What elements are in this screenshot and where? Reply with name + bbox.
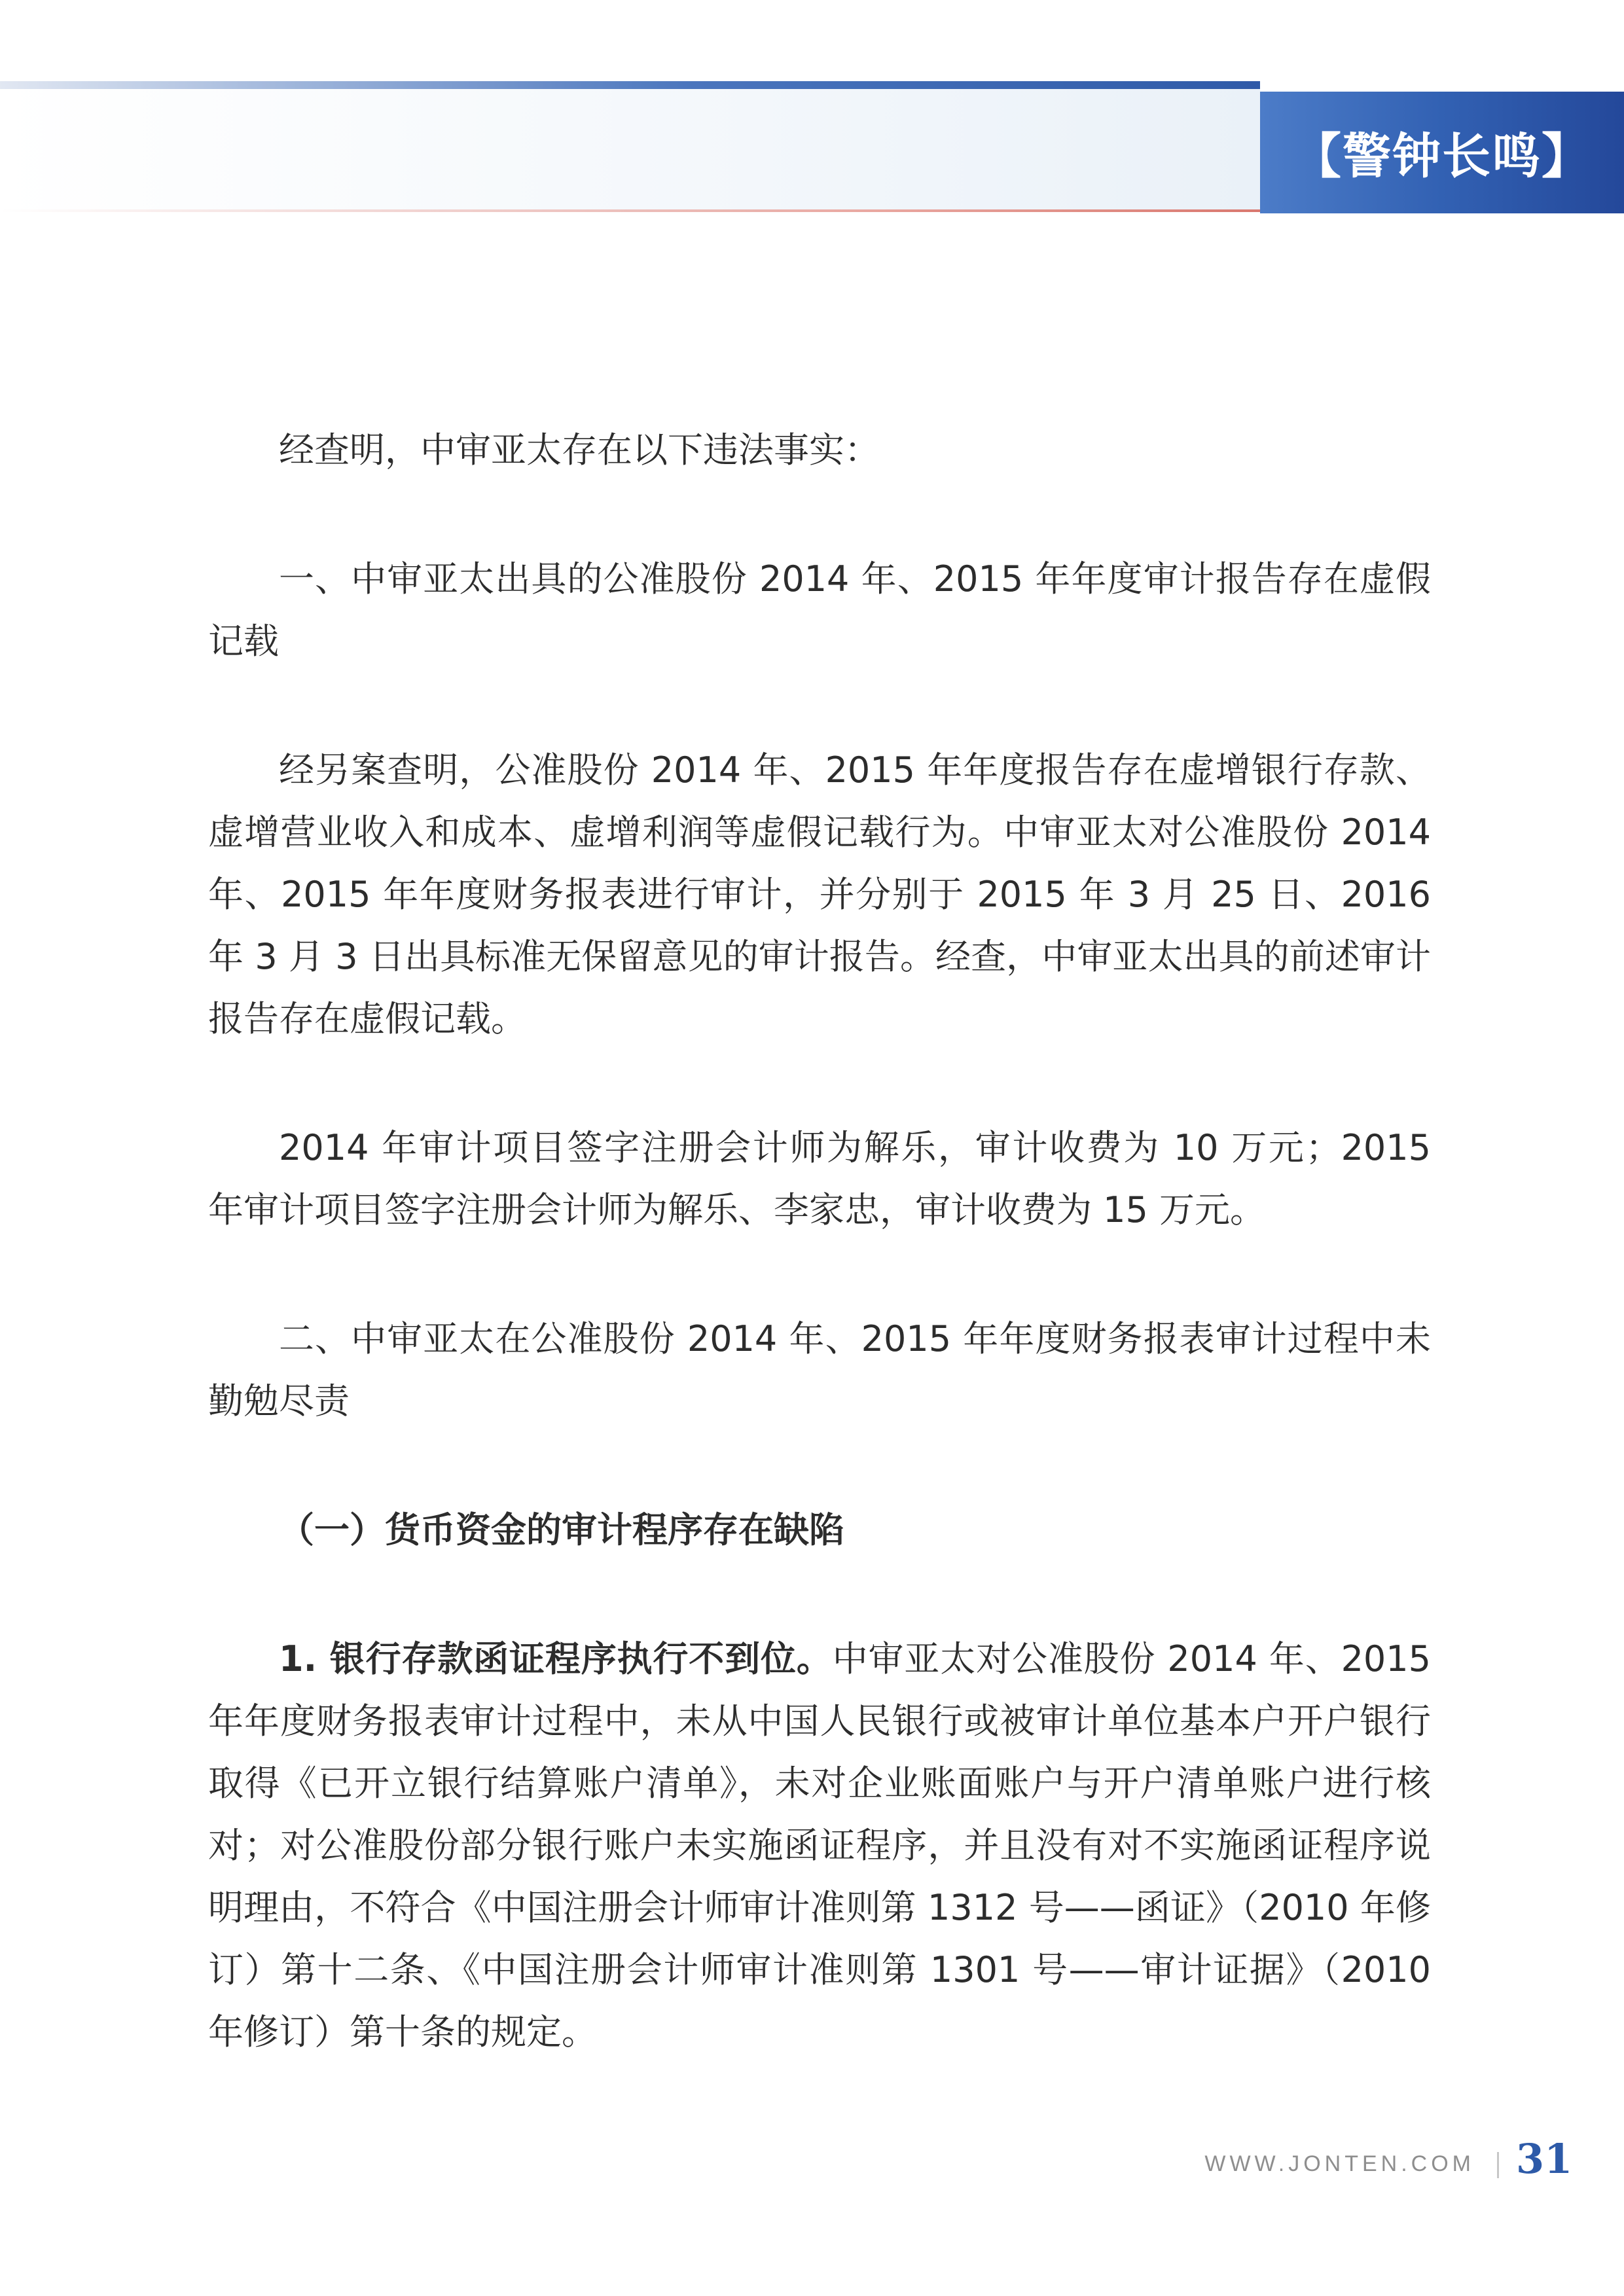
footer-website: WWW.JONTEN.COM bbox=[1204, 2151, 1475, 2176]
bank-confirmation-lead: 1. 银行存款函证程序执行不到位。 bbox=[279, 1638, 833, 1679]
subsection-heading: （一）货币资金的审计程序存在缺陷 bbox=[279, 1509, 844, 1551]
finding-one-detail: 经另案查明，公准股份 2014 年、2015 年年度报告存在虚增银行存款、虚增营业收入和成本、虚增利润等虚假记载行为。中审亚太对公准股份 2014 年、2015 年年度财务报表进行审计，并分别于 2015 年 3 月 25 日、2016 年 3 月 3 日出具标准无保留意见的审计报告。经查，中审亚太出具的前述审计报告存在虚假记载。 bbox=[208, 749, 1432, 1039]
intro-paragraph: 经查明，中审亚太存在以下违法事实： bbox=[279, 429, 880, 471]
bank-confirmation-paragraph bbox=[208, 1628, 1431, 2063]
section-tag-label: 【警钟长鸣】 bbox=[1293, 128, 1591, 185]
section-tag bbox=[1260, 92, 1624, 213]
audit-fees-paragraph: 2014 年审计项目签字注册会计师为解乐，审计收费为 10 万元；2015 年审计项目签字注册会计师为解乐、李家忠，审计收费为 15 万元。 bbox=[208, 1127, 1431, 1230]
finding-one-heading: 一、中审亚太出具的公准股份 2014 年、2015 年年度审计报告存在虚假记载 bbox=[208, 558, 1431, 662]
header-top-line bbox=[0, 81, 1260, 89]
header-bottom-line bbox=[0, 209, 1260, 212]
body-text bbox=[208, 419, 1431, 2130]
bank-confirmation-text: 中审亚太对公准股份 2014 年、2015 年年度财务报表审计过程中，未从中国人民银行或被审计单位基本户开户银行取得《已开立银行结算账户清单》，未对企业账面账户与开户清单账户进行核对；对公准股份部分银行账户未实施函证程序，并且没有对不实施函证程序说明理由，不符合《中国注册会计师审计准则第 1312 号——函证》（2010 年修订）第十二条、《中国注册会计师审计准则第 1301 号——审计证据》（2010 年修订）第十条的规定。 bbox=[208, 1638, 1431, 2053]
finding-two-heading: 二、中审亚太在公准股份 2014 年、2015 年年度财务报表审计过程中未勤勉尽责 bbox=[208, 1318, 1431, 1422]
header-band bbox=[0, 81, 1260, 212]
page-number: 31 bbox=[1516, 2135, 1573, 2183]
footer-divider bbox=[1497, 2152, 1499, 2178]
